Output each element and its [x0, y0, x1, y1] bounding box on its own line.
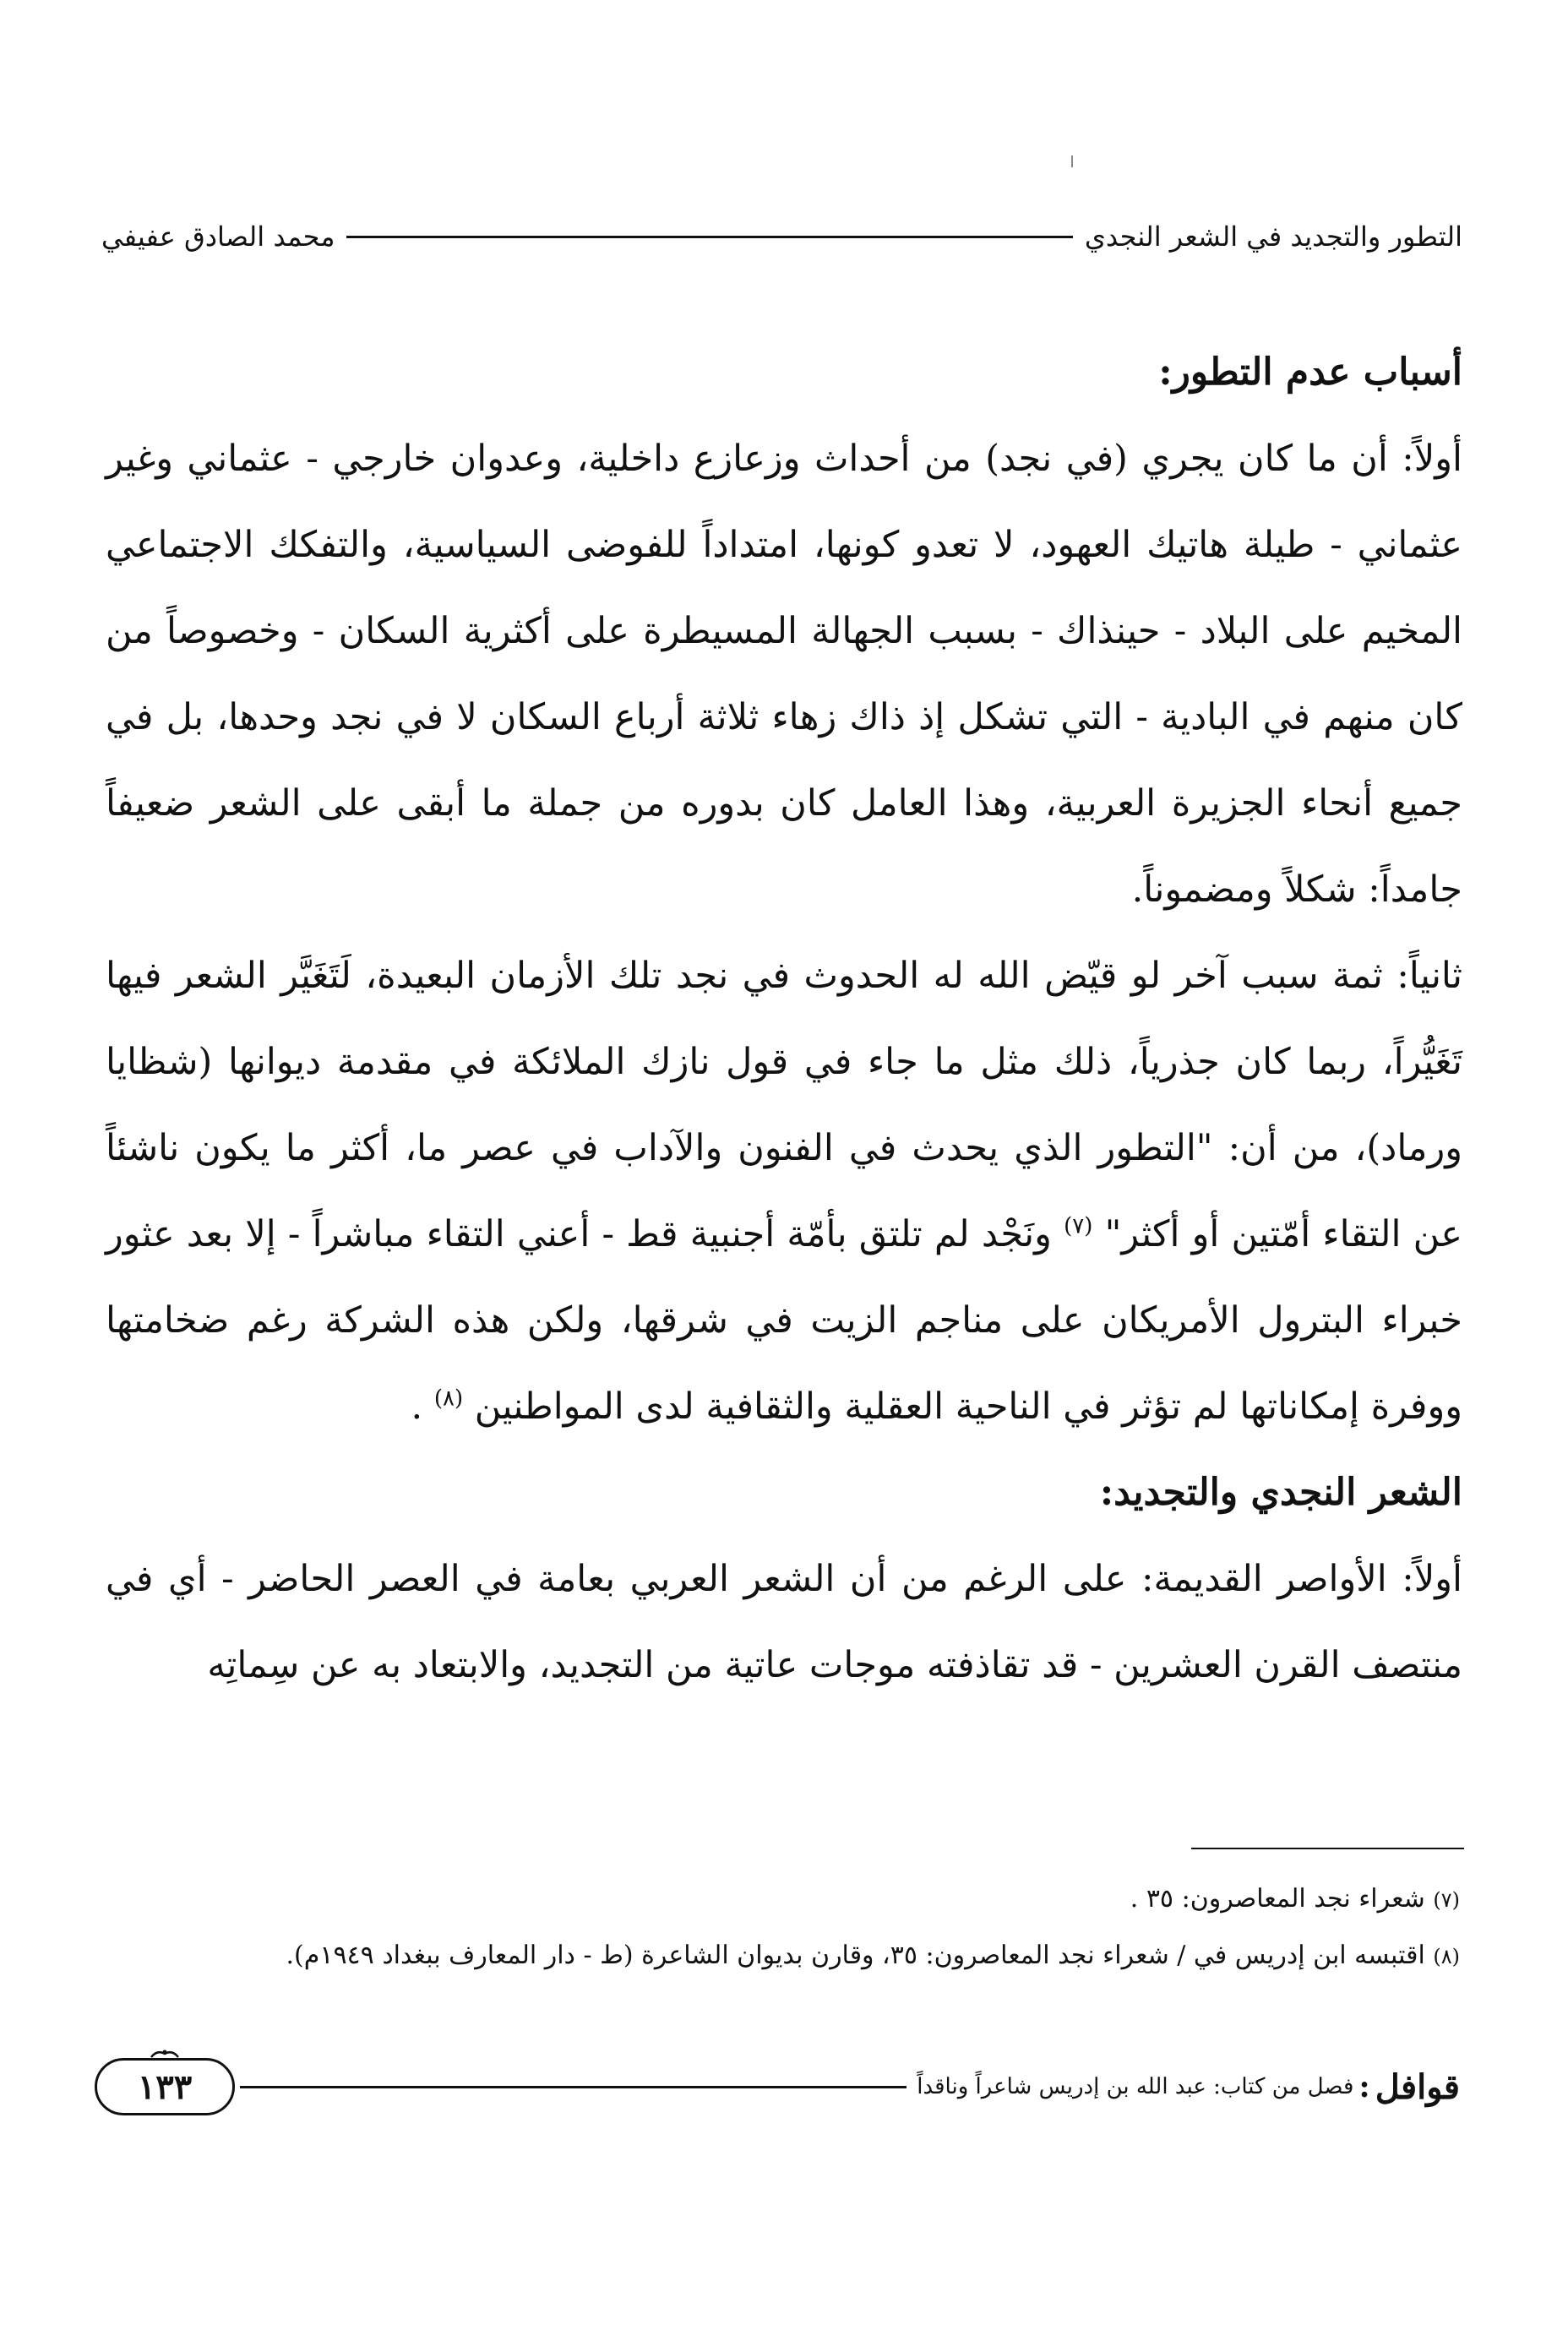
running-header	[101, 211, 1462, 262]
footnote-7-number: (٧)	[1433, 1888, 1460, 1912]
header-book-title: التطور والتجديد في الشعر النجدي	[1084, 220, 1462, 253]
page-footer	[95, 2053, 1460, 2121]
section-heading-causes: أسباب عدم التطور:	[1158, 351, 1462, 394]
section-heading-renewal: الشعر النجدي والتجديد:	[1099, 1471, 1462, 1514]
paragraph-old-ties: أولاً: الأواصر القديمة: على الرغم من أن الشعر العربي بعامة في العصر الحاضر - أي في منتصف القرن العشرين - قد تقاذفته موجات عاتية من التجديد، والابتعاد به عن سِماتِه	[106, 1558, 1462, 1686]
footnote-ref-8: (٨)	[433, 1386, 464, 1412]
page-tick-mark	[1071, 155, 1073, 167]
paragraph-second-cause-part1: ثانياً: ثمة سبب آخر لو قيّض الله له الحدوث في نجد تلك الأزمان البعيدة، لَتَغَيَّر الشعر فيها تَغَيُّراً، ربما كان جذرياً، ذلك مثل ما جاء في قول نازك الملائكة في مقدمة ديوانها (شظايا ورماد)، من أن: "التطور الذي يحدث في الفنون والآداب في عصر ما، أكثر ما يكون ناشئاً عن التقاء أمّتين أو أكثر"	[106, 955, 1463, 1255]
footnote-8	[106, 1928, 1460, 1984]
footnote-7-text: شعراء نجد المعاصرون: ٣٥ .	[1130, 1884, 1425, 1914]
page-number-badge	[95, 2058, 235, 2115]
body-text	[106, 329, 1462, 1708]
footer-colon: :	[1358, 2069, 1370, 2104]
paragraph-first-cause: أولاً: أن ما كان يجري (في نجد) من أحداث وزعازع داخلية، وعدوان خارجي - عثماني وغير عثماني - طيلة هاتيك العهود، لا تعدو كونها، امتداداً للفوضى السياسية، والتفكك الاجتماعي المخيم على البلاد - حينذاك - بسبب الجهالة المسيطرة على أكثرية السكان - وخصوصاً من كان منهم في البادية - التي تشكل إذ ذاك زهاء ثلاثة أرباع السكان لا في نجد وحدها، بل في جميع أنحاء الجزيرة العربية، وهذا العامل كان بدوره من جملة ما أبقى على الشعر ضعيفاً جامداً: شكلاً ومضموناً.	[106, 438, 1462, 911]
page-number: ١٣٣	[137, 2066, 193, 2107]
ornament-icon	[150, 2049, 180, 2059]
footnote-8-number: (٨)	[1433, 1945, 1460, 1968]
paragraph-second-cause-part2: ونَجْد لم تلتق بأمّة أجنبية قط - أعني التقاء مباشراً - إلا بعد عثور خبراء البترول الأمريكان على مناجم الزيت في شرقها، ولكن هذه الشركة رغم ضخامتها ووفرة إمكاناتها لم تؤثر في الناحية العقلية والثقافية لدى المواطنين	[106, 1213, 1462, 1428]
footer-rule	[240, 2086, 906, 2088]
header-rule	[346, 236, 1072, 238]
footnotes	[106, 1871, 1460, 1984]
footnote-ref-7: (٧)	[1064, 1213, 1093, 1239]
footnote-8-text: اقتبسه ابن إدريس في / شعراء نجد المعاصرون: ٣٥، وقارن بديوان الشاعرة (ط - دار المعارف ببغداد ١٩٤٩م).	[286, 1941, 1425, 1970]
footer-source: فصل من كتاب: عبد الله بن إدريس شاعراً وناقداً	[917, 2074, 1354, 2099]
footer-series-title: قوافل	[1375, 2066, 1460, 2107]
paragraph-second-cause	[106, 933, 1462, 1450]
footnote-7	[106, 1871, 1460, 1928]
header-author: محمد الصادق عفيفي	[101, 220, 335, 253]
paragraph-end-period: .	[411, 1386, 423, 1428]
footnote-separator	[1191, 1848, 1464, 1849]
